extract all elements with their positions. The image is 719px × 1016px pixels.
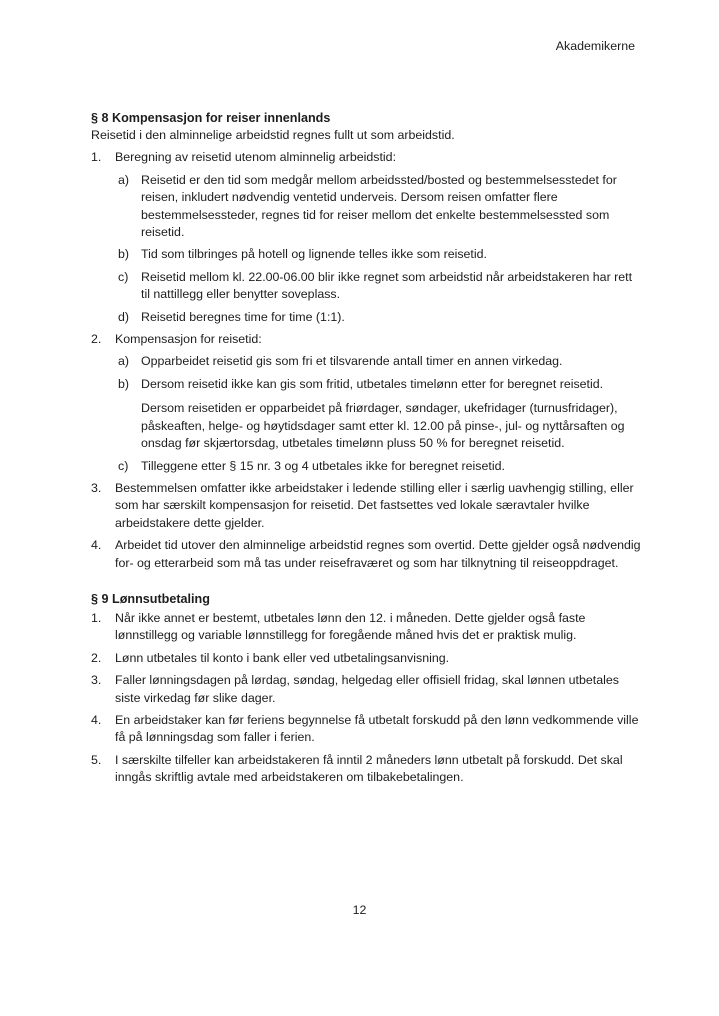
sub-item <box>91 458 643 475</box>
sub-item-label: a) <box>118 354 130 369</box>
item-number: 4. <box>91 712 102 727</box>
page-number: 12 <box>352 903 367 917</box>
item-text: Kompensasjon for reisetid: <box>115 332 262 347</box>
sub-item <box>91 269 643 304</box>
sub-item-label: b) <box>118 376 130 391</box>
sub-item <box>91 172 643 242</box>
sub-item-label: a) <box>118 172 130 187</box>
sub-item-label: c) <box>118 269 129 284</box>
item-text: Faller lønningsdagen på lørdag, søndag, helgedag eller offisiell fridag, skal lønnen utbetales siste virkedag før slike dager. <box>115 673 619 705</box>
list-item <box>91 480 643 532</box>
item-text: Arbeidet tid utover den alminnelige arbeidstid regnes som overtid. Dette gjelder også nødvendig for- og etterarbeid som må tas under reisefraværet og som har tilknytning til reiseoppdraget. <box>115 538 641 570</box>
list-item <box>91 537 643 572</box>
item-text: Når ikke annet er bestemt, utbetales lønn den 12. i måneden. Dette gjelder også faste lønnstillegg og variable lønnstillegg for foregående måned hvis det er praktisk mulig. <box>115 610 586 643</box>
item-text: Lønn utbetales til konto i bank eller ved utbetalingsanvisning. <box>115 650 450 665</box>
section-8-intro: Reisetid i den alminnelige arbeidstid regnes fullt ut som arbeidstid. <box>91 128 455 142</box>
list-item <box>91 752 643 787</box>
sub-item-text: Reisetid mellom kl. 22.00-06.00 blir ikke regnet som arbeidstid når arbeidstakeren har rett til nattillegg eller benytter soveplass. <box>141 269 633 302</box>
sub-item <box>91 376 643 453</box>
sub-item-text: Reisetid beregnes time for time (1:1). <box>141 309 345 324</box>
section-8-title: § 8 Kompensasjon for reiser innenlands <box>91 111 331 125</box>
item-text: Bestemmelsen omfatter ikke arbeidstaker i ledende stilling eller i særlig uavhengig stilling, eller som har særskilt kompensasjon for reisetid. Det fastsettes ved lokale særavtaler hvilke arbeidstakere dette gjelder. <box>115 480 634 530</box>
sub-item-label: b) <box>118 247 130 262</box>
sub-item-label: c) <box>118 458 129 473</box>
item-number: 4. <box>91 538 102 553</box>
sub-item-extra-text: Dersom reisetiden er opparbeidet på friørdager, søndager, ukefridager (turnusfridager), påskeaften, helge- og høytidsdager samt etter kl. 12.00 på pinse-, jul- og nyttårsaften og onsdag før skjærtorsdag, utbetales timelønn pluss 50 % for beregnet reisetid. <box>141 401 625 451</box>
sub-item-text: Tilleggene etter § 15 nr. 3 og 4 utbetales ikke for beregnet reisetid. <box>141 458 505 473</box>
sub-item-label: d) <box>118 309 130 324</box>
item-number: 1. <box>91 150 102 165</box>
sub-item <box>91 353 643 370</box>
list-item <box>91 650 643 667</box>
list-item <box>91 672 643 707</box>
header-org: Akademikerne <box>555 39 635 53</box>
sub-item-text: Reisetid er den tid som medgår mellom arbeidssted/bosted og bestemmelsesstedet for reisen, inkludert nødvendig ventetid underveis. Dersom reisen omfatter flere bestemmelsessteder, regnes tid for reiser mellom det enkelte bestemmelsessted som reisetid. <box>141 172 617 240</box>
sub-item-text: Dersom reisetid ikke kan gis som fritid, utbetales timelønn etter for beregnet reisetid. <box>141 376 604 391</box>
list-item <box>91 149 643 166</box>
sub-item <box>91 246 643 263</box>
item-number: 3. <box>91 480 102 495</box>
item-number: 3. <box>91 673 102 688</box>
sub-item <box>91 309 643 326</box>
list-item <box>91 610 643 645</box>
item-number: 2. <box>91 332 102 347</box>
item-text: I særskilte tilfeller kan arbeidstakeren få inntil 2 måneders lønn utbetalt på forskudd. Det skal inngås skriftlig avtale med arbeidstakeren om tilbakebetalingen. <box>115 752 623 785</box>
item-text: En arbeidstaker kan før feriens begynnelse få utbetalt forskudd på den lønn vedkommende ville få på lønningsdag som faller i ferien. <box>115 712 639 745</box>
sub-item-text: Tid som tilbringes på hotell og lignende telles ikke som reisetid. <box>141 247 487 262</box>
item-number: 2. <box>91 650 102 665</box>
list-item <box>91 331 643 348</box>
document-body <box>91 110 643 787</box>
list-item <box>91 712 643 747</box>
item-number: 5. <box>91 752 102 767</box>
section-9-title: § 9 Lønnsutbetaling <box>91 591 210 606</box>
item-number: 1. <box>91 610 102 625</box>
item-text: Beregning av reisetid utenom alminnelig arbeidstid: <box>115 150 397 165</box>
sub-item-text: Opparbeidet reisetid gis som fri et tilsvarende antall timer en annen virkedag. <box>141 354 563 369</box>
